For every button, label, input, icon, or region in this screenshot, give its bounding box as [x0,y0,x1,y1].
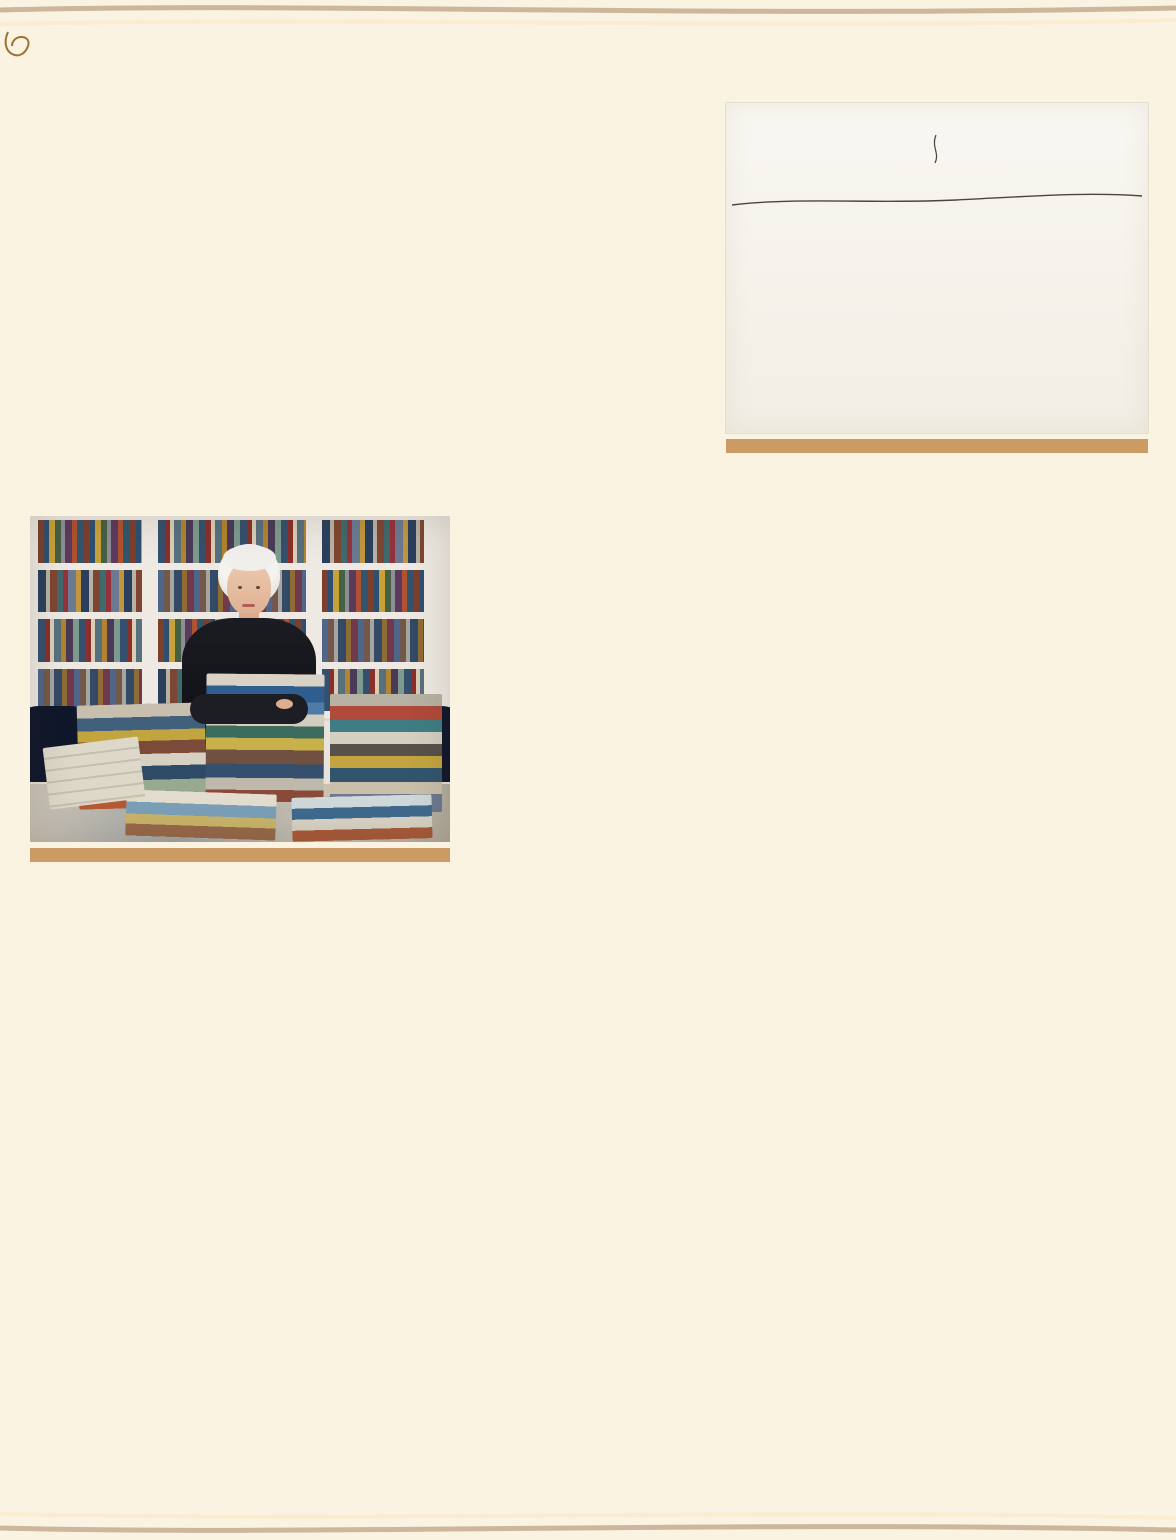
qa-section-1 [30,88,1148,459]
glass-table [30,782,450,842]
bookshelf-row [158,570,306,620]
bookshelf-bay [322,520,424,718]
author-face [227,562,271,616]
book-stack [291,794,432,842]
whiteboard-chain-line [726,103,1148,433]
whiteboard-figure [726,103,1148,453]
author-photo [30,516,450,842]
author-arms-crossed [190,694,308,724]
whiteboard-photo [726,103,1148,433]
bookshelf-row [158,669,306,719]
author-hair-fringe [223,545,276,571]
armchair-right [342,706,450,842]
bookshelf-row [322,669,424,719]
author-mouth [242,604,255,607]
bookshelf-row [158,520,306,570]
author-eye [256,586,260,589]
bookshelf-row [38,669,142,719]
author-neck [239,613,259,625]
book-stack [125,789,277,840]
bookshelf [30,516,450,718]
author-hair [218,544,280,604]
book-stack [205,673,324,802]
qa-section-2 [30,501,1148,868]
bookshelf-row [322,570,424,620]
bookshelf-row [38,570,142,620]
bookshelf-bay [38,520,142,718]
bookshelf-row [38,520,142,570]
bookshelf-row [38,619,142,669]
author-eye [238,586,242,589]
author-photo-figure [30,516,450,862]
book-stack [330,694,442,812]
author-body [182,618,316,760]
torn-border-bottom [0,1476,1176,1540]
book-stack [43,736,146,809]
armchair-left [30,706,138,842]
bookshelf-row [322,619,424,669]
bookshelf-bay [158,520,306,718]
whiteboard-caption [726,439,1148,453]
bookshelf-cabinet [30,718,450,787]
author-photo-caption [30,848,450,862]
author-hand [276,699,293,709]
bookshelf-row [158,619,306,669]
bookshelf-row [322,520,424,570]
book-stack [77,702,208,809]
